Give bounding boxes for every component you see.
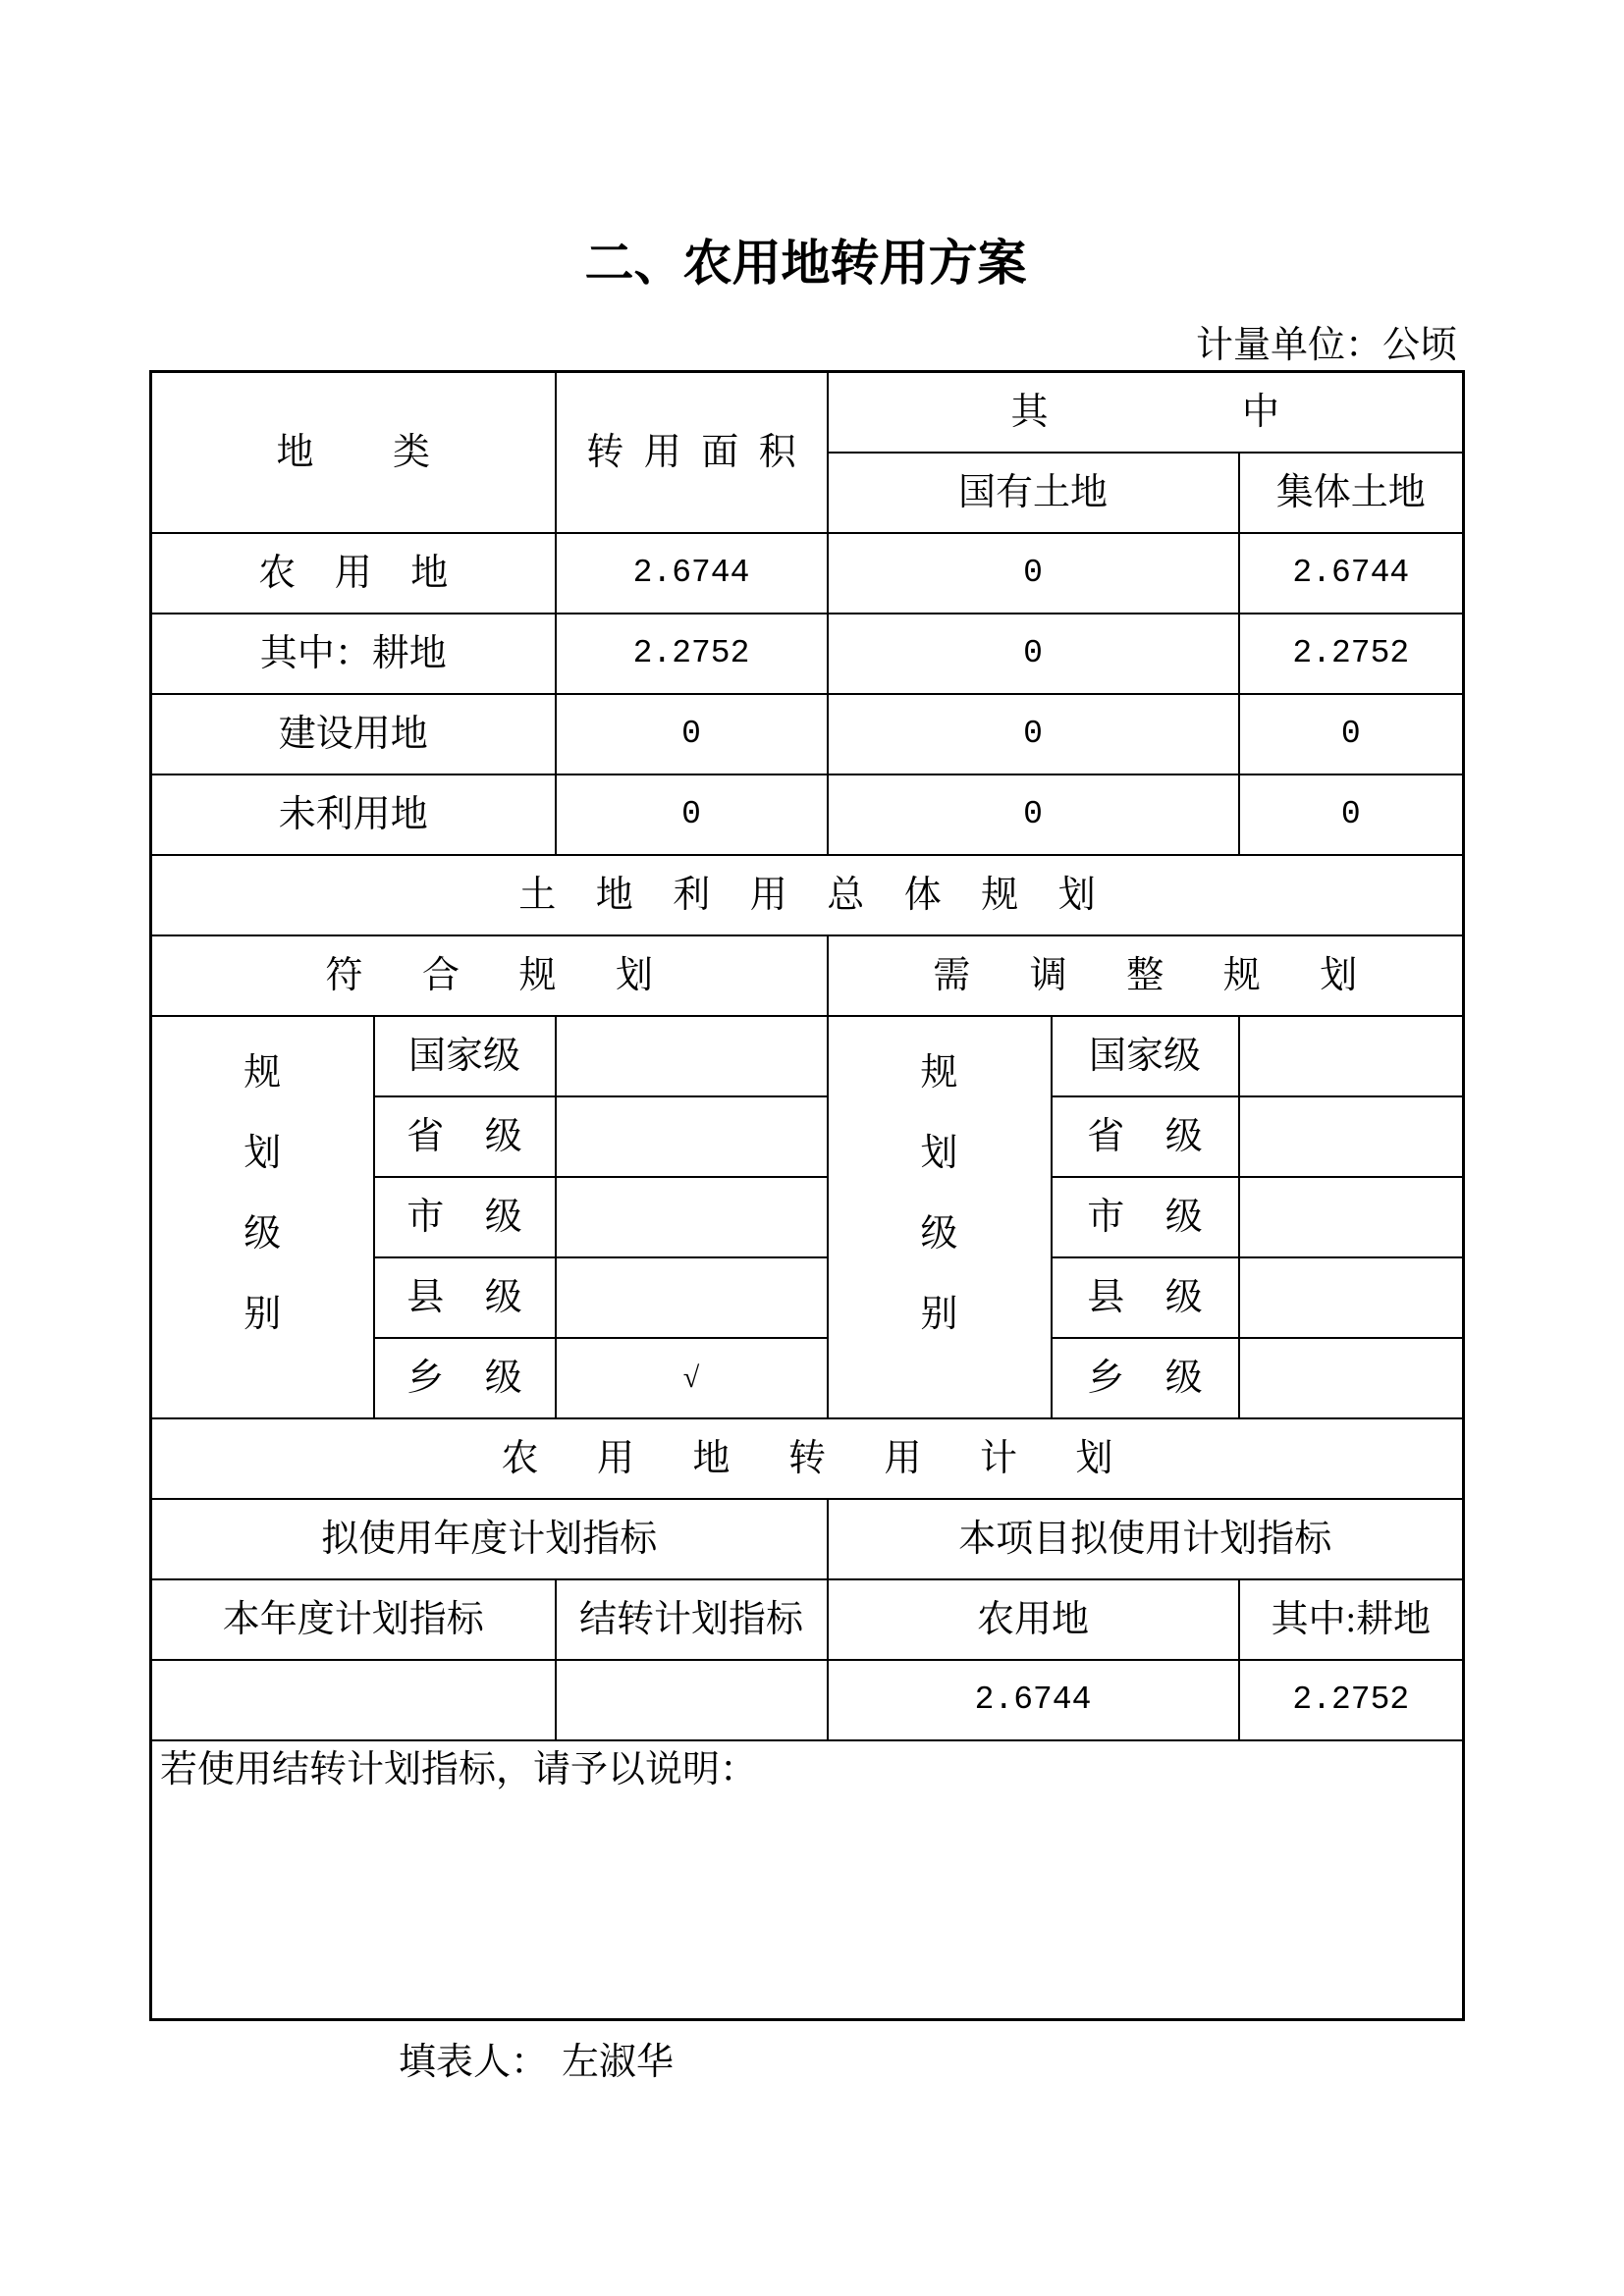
state-owned-cell: 0 [828,614,1239,694]
state-owned-cell: 0 [828,694,1239,774]
conform-level-mark [556,1257,828,1338]
adjust-level-label: 市 级 [1052,1177,1239,1257]
remark-label: 若使用结转计划指标，请予以说明： [160,1748,758,1790]
adjust-level-label: 乡 级 [1052,1338,1239,1418]
adjust-level-mark [1239,1338,1464,1418]
cultivated-quota-label: 其中:耕地 [1239,1579,1464,1660]
carryover-quota-label: 结转计划指标 [556,1579,828,1660]
table-row [151,694,1464,774]
adjust-level-label: 县 级 [1052,1257,1239,1338]
conform-level-label: 国家级 [374,1016,556,1096]
collective-cell: 0 [1239,774,1464,855]
adjust-level-mark [1239,1257,1464,1338]
converted-area-cell: 0 [556,694,828,774]
conversion-plan-title-row [151,1418,1464,1499]
annual-quota-heading: 拟使用年度计划指标 [151,1499,828,1579]
collective-cell: 2.6744 [1239,533,1464,614]
conversion-plan-title: 农 用 地 转 用 计 划 [151,1418,1464,1499]
planning-title: 土 地 利 用 总 体 规 划 [151,855,1464,935]
adjust-level-label: 国家级 [1052,1016,1239,1096]
land-type-cell: 农 用 地 [151,533,556,614]
conform-level-label: 乡 级 [374,1338,556,1418]
header-of-which: 其 中 [828,372,1464,453]
conform-level-label: 省 级 [374,1096,556,1177]
filler-label: 填表人： [399,2042,549,2083]
table-row [151,774,1464,855]
state-owned-cell: 0 [828,533,1239,614]
header-converted-area: 转 用 面 积 [556,372,828,533]
conversion-plan-table [149,370,1465,2021]
conform-level-heading-cell [151,1016,374,1418]
carryover-quota-value [556,1660,828,1740]
header-state-owned: 国有土地 [828,453,1239,533]
conform-level-mark [556,1177,828,1257]
remark-cell [151,1740,1464,2020]
collective-cell: 2.2752 [1239,614,1464,694]
adjust-level-heading-cell [828,1016,1052,1418]
project-quota-heading: 本项目拟使用计划指标 [828,1499,1464,1579]
converted-area-cell: 2.2752 [556,614,828,694]
adjust-level-mark [1239,1016,1464,1096]
header-collective: 集体土地 [1239,453,1464,533]
converted-area-cell: 0 [556,774,828,855]
adjust-level-heading: 规划级别 [920,1051,958,1335]
state-owned-cell: 0 [828,774,1239,855]
conform-level-mark [556,1016,828,1096]
form-filler [399,2038,674,2087]
conform-plan-heading: 符 合 规 划 [151,935,828,1016]
table-row [151,614,1464,694]
conform-level-mark [556,1096,828,1177]
planning-level-row [151,1016,1464,1096]
quota-value-row [151,1660,1464,1740]
conform-level-mark: √ [556,1338,828,1418]
conform-level-heading: 规划级别 [244,1051,282,1335]
farmland-quota-value: 2.6744 [828,1660,1239,1740]
land-type-cell: 其中：耕地 [151,614,556,694]
conform-level-label: 市 级 [374,1177,556,1257]
current-year-quota-label: 本年度计划指标 [151,1579,556,1660]
header-land-type: 地 类 [151,372,556,533]
planning-subheader-row [151,935,1464,1016]
adjust-level-mark [1239,1096,1464,1177]
land-type-cell: 未利用地 [151,774,556,855]
adjust-plan-heading: 需 调 整 规 划 [828,935,1464,1016]
conform-level-label: 县 级 [374,1257,556,1338]
adjust-level-label: 省 级 [1052,1096,1239,1177]
table-row [151,533,1464,614]
adjust-level-mark [1239,1177,1464,1257]
unit-label: 计量单位：公顷 [1195,325,1457,366]
land-type-cell: 建设用地 [151,694,556,774]
page-title: 二、农用地转用方案 [584,235,1027,292]
collective-cell: 0 [1239,694,1464,774]
filler-name: 左淑华 [562,2042,675,2083]
current-year-quota-value [151,1660,556,1740]
remark-row [151,1740,1464,2020]
quota-heading-row [151,1499,1464,1579]
quota-label-row [151,1579,1464,1660]
planning-title-row [151,855,1464,935]
farmland-quota-label: 农用地 [828,1579,1239,1660]
converted-area-cell: 2.6744 [556,533,828,614]
header-row-top [151,372,1464,453]
cultivated-quota-value: 2.2752 [1239,1660,1464,1740]
